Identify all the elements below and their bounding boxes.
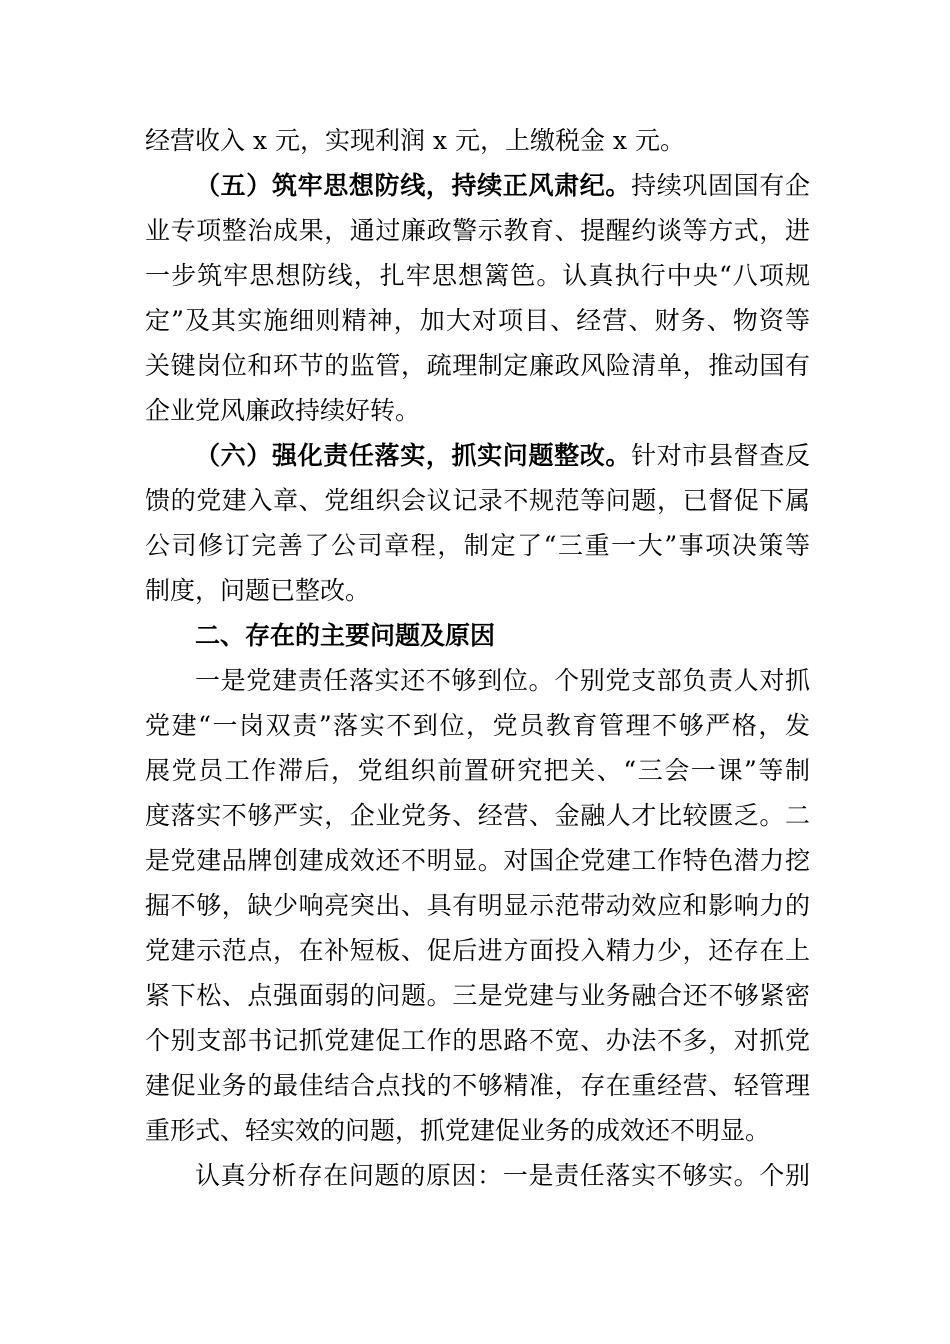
section-heading (145, 613, 810, 658)
paragraph-line (145, 388, 810, 433)
paragraph-text: 公司修订完善了公司章程，制定了“三重一大”事项决策等 (145, 531, 810, 560)
paragraph-line (145, 253, 810, 298)
paragraph-text: 党建“一岗双责”落实不到位，党员教育管理不够严格，发 (145, 711, 810, 740)
paragraph-text: 建促业务的最佳结合点找的不够精准，存在重经营、轻管理 (145, 1071, 810, 1100)
paragraph-line (145, 883, 810, 928)
paragraph-line (145, 703, 810, 748)
paragraph-line (145, 523, 810, 568)
paragraph-line (145, 748, 810, 793)
paragraph-line (145, 433, 810, 478)
paragraph-line (145, 838, 810, 883)
paragraph-line (145, 658, 810, 703)
paragraph-text: 业专项整治成果，通过廉政警示教育、提醒约谈等方式，进 (145, 216, 810, 245)
paragraph-line (145, 343, 810, 388)
paragraph-line (145, 1063, 810, 1108)
paragraph-text: 掘不够，缺少响亮突出、具有明显示范带动效应和影响力的 (145, 891, 810, 920)
paragraph-text: 是党建品牌创建成效还不明显。对国企党建工作特色潜力挖 (145, 846, 810, 875)
paragraph-text: 个别支部书记抓党建促工作的思路不宽、办法不多，对抓党 (145, 1026, 810, 1055)
paragraph-text: 一是党建责任落实还不够到位。个别党支部负责人对抓 (195, 666, 810, 695)
paragraph-line (145, 568, 810, 613)
paragraph-text: 制度，问题已整改。 (145, 576, 371, 605)
paragraph-line (145, 1108, 810, 1153)
paragraph-line (145, 1153, 810, 1198)
paragraph-line (145, 928, 810, 973)
paragraph-text: 定”及其实施细则精神，加大对项目、经营、财务、物资等 (145, 306, 810, 335)
paragraph-text: 紧下松、点强面弱的问题。三是党建与业务融合还不够紧密 (145, 981, 810, 1010)
paragraph-line (145, 163, 810, 208)
paragraph-text: 馈的党建入章、党组织会议记录不规范等问题，已督促下属 (145, 486, 810, 515)
document-page (145, 118, 810, 1198)
paragraph-text: 企业党风廉政持续好转。 (145, 396, 421, 425)
paragraph-text: 关键岗位和环节的监管，疏理制定廉政风险清单，推动国有 (145, 351, 810, 380)
paragraph-line (145, 298, 810, 343)
paragraph-line (145, 1018, 810, 1063)
paragraph-text: 二、存在的主要问题及原因 (195, 621, 496, 650)
paragraph-text: 经营收入 x 元，实现利润 x 元，上缴税金 x 元。 (145, 126, 685, 155)
paragraph-text: 展党员工作滞后，党组织前置研究把关、“三会一课”等制 (145, 756, 810, 785)
paragraph-line (145, 478, 810, 523)
paragraph-text: 一步筑牢思想防线，扎牢思想篱笆。认真执行中央“八项规 (145, 261, 810, 290)
paragraph-text: 党建示范点，在补短板、促后进方面投入精力少，还存在上 (145, 936, 810, 965)
paragraph-line (145, 793, 810, 838)
paragraph-text: 持续巩固国有企 (631, 171, 810, 200)
paragraph-lead-heading: （六）强化责任落实，抓实问题整改。 (195, 441, 632, 470)
paragraph-lead-heading: （五）筑牢思想防线，持续正风肃纪。 (195, 171, 632, 200)
paragraph-text: 重形式、轻实效的问题，抓党建促业务的成效还不明显。 (145, 1116, 771, 1145)
paragraph-text: 认真分析存在问题的原因：一是责任落实不够实。个别 (195, 1161, 810, 1190)
paragraph-line (145, 118, 810, 163)
paragraph-line (145, 208, 810, 253)
paragraph-text: 度落实不够严实，企业党务、经营、金融人才比较匮乏。二 (145, 801, 810, 830)
paragraph-line (145, 973, 810, 1018)
paragraph-text: 针对市县督查反 (631, 441, 810, 470)
